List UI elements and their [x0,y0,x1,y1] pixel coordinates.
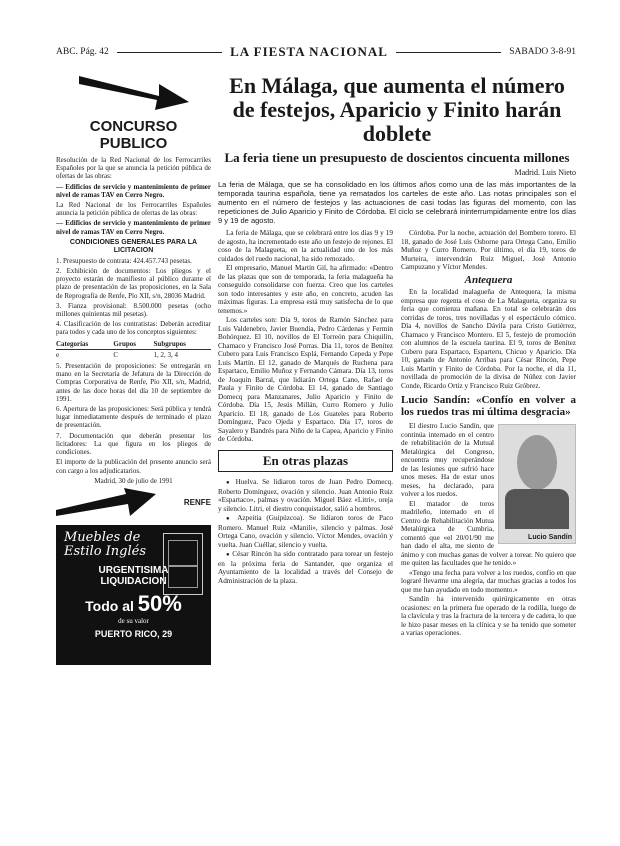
article-column-2 [401,229,576,639]
condition-item: 6. Apertura de las proposiciones: Será pública y tendrá lugar inmediatamente después de terminado el plazo de presentación. [56,405,211,430]
condition-item: 2. Exhibición de documentos: Los pliegos y el proyecto estarán de manifiesto al público durante el plazo de presentación de las proposiciones, en la Sala de Reprografía de Renfe, Pío XII, s/n, 28036 Madrid. [56,267,211,300]
classification-table [56,339,211,360]
page-number: ABC. Pág. 42 [56,47,109,57]
paragraph: El diestro Lucio Sandín, que continúa internado en el centro de rehabilitación de la Mutual Metalúrgica del Congreso, encuentra muy recuperándose de las lesiones que sufrió hace unos meses. Ha de estar unos meses, ha declarado, para volver a los ruedos. [401,422,494,498]
photo-caption: Lucio Sandín [528,533,572,541]
table-header: Grupos [113,339,153,350]
paragraph: Sandín ha intervenido quirúrgicamente en otras ocasiones: en la primera fue operado de la rodilla, luego de la clavícula y tras la fractura de la tercera y de cadera, lo que le hizo pasar meses en la clínica y se ha tenido que someter a varias operaciones. [401,595,576,637]
arrow-icon [79,70,189,110]
article-byline: Madrid. Luis Nieto [514,168,576,177]
ad-liquidation: LIQUIDACION [100,575,167,587]
paragraph: ● Huelva. Se lidiaron toros de Juan Pedro Domecq. Roberto Domínguez, ovación y silencio. Juan Antonio Ruiz «Espartaco», palmas y ovación. Miguel Báez «Litri», oreja y silencio. Litri, el diestro conquistador, salió a hombros. [218,478,393,513]
page-date: SABADO 3-8-91 [509,47,576,57]
header-rule [396,52,501,53]
concurso-body [56,156,211,485]
sandin-headline: Lucio Sandín: «Confío en volver a los ruedos tras mi última desgracia» [401,394,576,418]
concurso-item: — Edificios de servicio y mantenimiento de primer nivel de ramas TAV en Cerro Negro. [56,219,211,236]
antequera-heading: Antequera [464,273,513,286]
table-cell: e [56,350,60,359]
main-article [218,66,576,836]
concurso-item: — Edificios de servicio y mantenimiento de primer nivel de ramas TAV en Cerro Negro. [56,182,211,199]
table-row [56,349,211,360]
condition-item: 4. Clasificación de los contratistas: Deberán acreditar para todos y cada uno de los conceptos siguientes: [56,320,211,337]
concurso-title: CONCURSO PUBLICO [89,118,178,152]
article-lead: La feria de Málaga, que se ha consolidado en los últimos años como una de las más importantes de la temporada taurina española, tiene ya rematados los carteles de este año. Las notas principales son el aumento en el número de festejos y las actuaciones de casi todas las figuras del momento, con las repeticiones de Julio Aparicio y Finito de Córdoba. El ciclo se celebrará ininterrumpidamente entre los días 9 y 19 de agosto. [218,180,576,225]
arrow-icon [56,488,156,518]
article-column-1 [218,229,393,639]
other-plazas-title: En otras plazas [218,450,393,473]
conditions-title: CONDICIONES GENERALES PARA LA LICITACION [69,238,198,254]
ad-urgent: URGENTISIMA [98,564,169,576]
concurso-intro: Resolución de la Red Nacional de los Ferrocarriles Españoles por la que se anuncia la petición pública de ofertas de las obras: [56,156,211,181]
section-title: LA FIESTA NACIONAL [230,44,388,59]
ad-discount: Todo al 50% [85,590,182,616]
photo-body [505,489,569,529]
arrow-graphic-bottom [56,487,211,519]
ad-discount-sub: de su valor [118,616,149,625]
ad-title-line1: Muebles de [64,529,141,545]
article-subhead: La feria tiene un presupuesto de doscientos cincuenta millones [224,150,570,165]
header-rule [117,52,222,53]
paragraph: Los carteles son: Día 9, toros de Ramón Sánchez para Luis Valdenebro, Javier Buendía, Pedro Cárdenas y Fermín Bohórquez. El 10, novillos de El Torreón para Chiquilín, Chamaco y Francisco José Porras. Día 11, toros de Benítez Cubero para Luis Francisco Esplá, Fernando Cepeda y Pepe Luis Martín. El 12, ganado de Marqués de Ruchena para Espartaco, Emilio Muñoz y Fernando Cámara. Día 13, toros de Joaquín Barral, que lidiarán Ortega Cano, Rafael de Paula y Finito de Córdoba. El 14, ganado de Santiago Domecq para Manzanares, Julio Aparicio y Finito de Córdoba. Día 15, Jesús Millán, Curro Romero y Julio Aparicio. El 18, ganado de Los Guateles para Roberto Domínguez, Paco Ojeda y Espartaco. Día 17, toros de Sayalero y Bandrés para Niño de la Capea, Aparicio y Finito de Córdoba. [218,316,393,443]
ad-address: PUERTO RICO, 29 [94,628,173,639]
table-cell: C [113,350,119,359]
condition-item: 5. Presentación de proposiciones: Se entregarán en mano en la Secretaría de Jefatura de la Dirección de Compras Corporativa de Renfe, Pío XII, s/n, Madrid, antes de las doce horas del día 10 de septiembre de 1991. [56,362,211,403]
cabinet-icon [163,533,203,595]
footer-note: El importe de la publicación del presente anuncio será con cargo a los adjudicatarios. [56,458,211,475]
condition-item: 1. Presupuesto de contrata: 424.457.743 pesetas. [56,256,192,265]
paragraph: «Tengo una fecha para volver a los ruedos, confío en que lograré llevarme una alegría, dar muchas gracias a todos los que me han ayudado en todo momento.» [401,568,576,594]
ad-title-line2: Estilo Inglés [64,543,147,559]
table-header: Subgrupos [154,339,211,350]
portrait-photo [498,424,576,544]
paragraph: En la localidad malagueña de Antequera, la misma empresa que regenta el coso de La Malagueta, organiza su feria que comienza mañana. En total se celebrarán dos corridas de toros, tres novilladas y el espectáculo cómico. Día 4, novillos de Sancho Dávila para Cristo Gutiérrez, Chamaco y Francisco Montero. El 5, festejo de promoción con alumnos de la escuela taurina. El 9, toros de Benítez Cubero para Espartaco, Esparteru, Chicuo y Aparicio. Día 10, ganado de Antonio Arribas para César Rincón, Pepe Luis Martín y Finito de Córdoba. Por la noche, el día 11, novillada de promoción de la divisa de Núñez con Javier Conde, Ricardo Ortiz y Francisco Ruiz Gróbrez. [401,288,576,390]
page-header [56,44,576,60]
condition-item: 3. Fianza provisional: 8.500.000 pesetas (ocho millones quinientas mil pesetas). [56,301,211,319]
table-cell: 1, 2, 3, 4 [153,350,179,359]
left-column [56,66,211,836]
announcement-date: Madrid, 30 de julio de 1991 [94,476,173,485]
concurso-para: La Red Nacional de los Ferrocarriles Españoles anuncia la petición pública de ofertas de las obras: [56,201,211,218]
photo-face [517,435,557,490]
paragraph: El empresario, Manuel Martín Gil, ha afirmado: «Dentro de las plazas que son de temporada, la feria malagueña ha conseguido consolidarse con fuerza. Creo que los carteles son todo interesantes y este año, en concreto, acuden las máximas figuras. La empresa está muy satisfecha de lo que tenemos.» [218,264,393,315]
table-header: Categorías [56,339,113,350]
furniture-ad [56,525,211,665]
article-columns [218,229,576,639]
paragraph: ● Azpeitia (Guipúzcoa). Se lidiaron toros de Paco Romero. Manuel Ruiz «Manili», silencio y palmas. José Ortega Cano, ovación y silencio. Víctor Mendes, ovación y vuelta. Juan Cuéllar, silencio y vuelta. [218,514,393,549]
arrow-graphic-top [56,66,211,114]
paragraph: Córdoba. Por la noche, actuación del Bombero torero. El 18, ganado de José Luis Osborne para Ortega Cano, Emilio Muñoz y Curro Romero. Por último, el día 19, toros de Murteira, intervendrán Ruiz Miguel, José Antonio Campuzano y Víctor Mendes. [401,229,576,271]
renfe-logo: RENFE [183,498,211,508]
condition-item: 7. Documentación que deberán presentar los licitadores: La que figura en los pliegos de condiciones. [56,431,211,457]
article-headline: En Málaga, que aumenta el número de festejos, Aparicio y Finito harán doblete [229,73,565,146]
paragraph: La feria de Málaga, que se celebrará entre los días 9 y 19 de agosto, ha incrementado este año un festejo de rejones. El coso de la Malagueta, en la actualidad uno de los más cuidados del ruedo nacional, ha sido remozado. [218,229,393,263]
paragraph: El matador de toros madrileño, internado en el Centro de Rehabilitación Mutua Metalúrgica de Cumbria, comentó que «el 20/01/90 me han dado el alta, me siento de ánimo y con muchas ganas de volver a torear. No quiero que me quiten las facultades que he tenido.» [401,499,576,567]
paragraph: ● César Rincón ha sido contratado para torear un festejo en la próxima feria de Santander, que organiza el Ayuntamiento de la localidad a través del Consejo de Administración de la plaza. [218,550,393,585]
